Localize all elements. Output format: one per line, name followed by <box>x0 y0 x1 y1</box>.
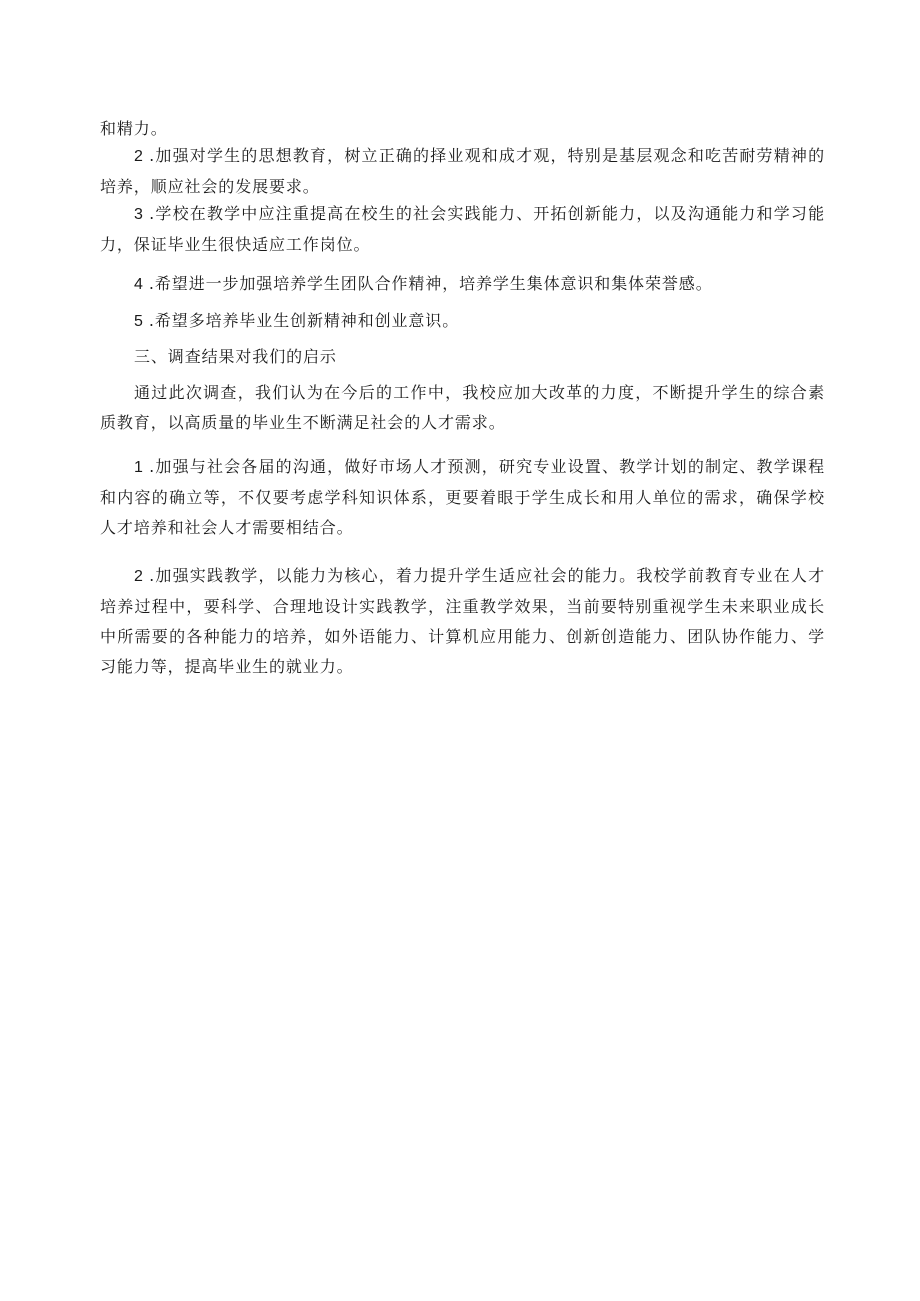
paragraph-text: 和精力。 <box>100 119 168 138</box>
paragraph-text: 通过此次调查，我们认为在今后的工作中，我校应加大改革的力度，不断提升学生的综合素质教育，以高质量的毕业生不断满足社会的人才需求。 <box>100 383 825 432</box>
list-item-2-practice-teaching <box>100 561 825 682</box>
list-number: 2 <box>134 148 143 165</box>
list-item-3-practice <box>100 199 825 260</box>
list-number: 3 <box>134 206 143 223</box>
paragraph-text: .加强实践教学，以能力为核心，着力提升学生适应社会的能力。我校学前教育专业在人才培养过程中，要科学、合理地设计实践教学，注重教学效果，当前要特别重视学生未来职业成长中所需要的各种能力的培养，如外语能力、计算机应用能力、创新创造能力、团队协作能力、学习能力等，提高毕业生的就业力。 <box>100 566 825 676</box>
paragraph-summary <box>100 378 825 438</box>
paragraph-continuation <box>100 114 825 144</box>
list-number: 1 <box>134 459 143 476</box>
list-number: 4 <box>134 276 143 293</box>
section-heading <box>134 342 734 372</box>
list-number: 2 <box>134 568 143 585</box>
list-item-4-teamwork <box>100 269 825 300</box>
list-item-2-attitude <box>100 141 825 202</box>
paragraph-text: .希望进一步加强培养学生团队合作精神，培养学生集体意识和集体荣誉感。 <box>148 274 713 293</box>
heading-text: 三、调查结果对我们的启示 <box>134 347 337 366</box>
paragraph-text: .希望多培养毕业生创新精神和创业意识。 <box>148 311 460 330</box>
list-number: 5 <box>134 313 143 330</box>
paragraph-text: .学校在教学中应注重提高在校生的社会实践能力、开拓创新能力，以及沟通能力和学习能力，保证毕业生很快适应工作岗位。 <box>100 204 825 254</box>
list-item-1-communication <box>100 452 825 543</box>
paragraph-text: .加强与社会各届的沟通，做好市场人才预测，研究专业设置、教学计划的制定、教学课程和内容的确立等，不仅要考虑学科知识体系，更要着眼于学生成长和用人单位的需求，确保学校人才培养和社会人才需要相结合。 <box>100 457 825 537</box>
list-item-5-innovation <box>100 306 825 337</box>
paragraph-text: .加强对学生的思想教育，树立正确的择业观和成才观，特别是基层观念和吃苦耐劳精神的培养，顺应社会的发展要求。 <box>100 146 825 196</box>
